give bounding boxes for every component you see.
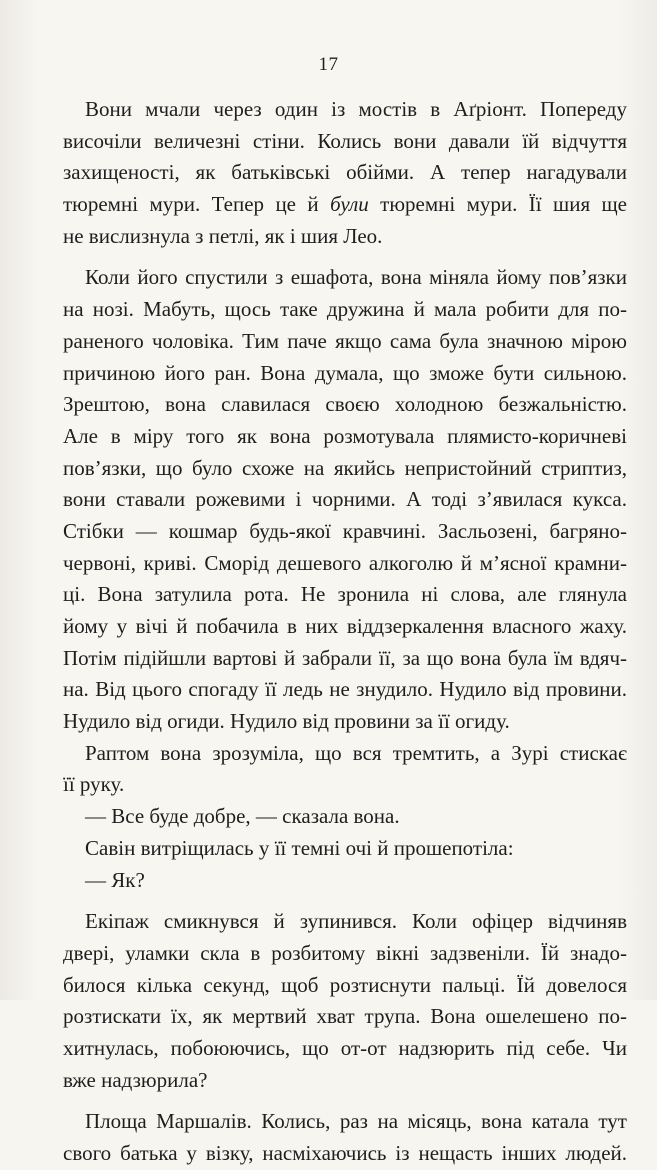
text-line (63, 389, 627, 421)
line-text: йому у вічі й побачила в них віддзеркалення власного жаху. (63, 614, 627, 638)
text-line (63, 189, 627, 221)
line-text: свого батька у візку, насміхаючись із нещасть інших людей. (63, 1141, 627, 1165)
line-text: Стібки — кошмар будь-якої кравчині. Засльозені, багряно- (63, 518, 627, 543)
line-text: Але в міру того як вона розмотувала плямисто-коричневі (63, 423, 627, 448)
text-line (63, 579, 627, 611)
line-text: її руку. (63, 772, 125, 797)
text-line (63, 769, 627, 801)
line-text: — Як? (85, 867, 145, 892)
line-text-after: тюремні мури. Її шия ще (368, 192, 628, 217)
body-text (63, 94, 627, 1170)
line-text: Екіпаж смикнувся й зупинився. Коли офіцер відчиняв (85, 909, 627, 934)
line-text: Площа Маршалів. Колись, раз на місяць, вона катала тут (85, 1109, 627, 1134)
text-line (63, 326, 627, 358)
text-line (63, 294, 627, 326)
line-text: Раптом вона зрозуміла, що вся тремтить, а Зурі стискає (85, 740, 627, 765)
text-line (63, 833, 627, 865)
line-text: билося кілька секунд, щоб розтиснути пальці. Їй довелося (63, 972, 627, 997)
line-text: — Все буде добре, — сказала вона. (85, 804, 400, 829)
text-line (63, 421, 627, 453)
text-line (63, 906, 627, 938)
line-text: Зрештою, вона славилася своєю холодною безжальністю. (63, 392, 627, 417)
text-line (63, 801, 627, 833)
text-line (63, 262, 627, 294)
line-text: Вони мчали через один із мостів в Аґріонт. Попереду (85, 97, 627, 121)
text-line (63, 643, 627, 675)
text-line (63, 674, 627, 706)
line-text: захищеності, як батьківські обійми. А тепер нагадували (63, 160, 627, 185)
text-line (63, 738, 627, 770)
line-text: на. Від цього спогаду її ледь не знудило. Нудило від провини. (63, 677, 627, 702)
text-line (63, 484, 627, 516)
text-line (63, 1106, 627, 1138)
line-text: Коли його спустили з ешафота, вона міняла йому пов’язки (85, 265, 627, 290)
line-text: хитнулась, побоюючись, що от-от надзюрить під себе. Чи (63, 1035, 627, 1060)
line-text: ці. Вона затулила рота. Не зронила ні слова, але глянула (63, 582, 627, 607)
line-italic-text: були (330, 192, 369, 217)
line-text: вони ставали рожевими і чорними. А тоді з’явилася кукса. (63, 487, 627, 512)
text-line (63, 611, 627, 643)
text-line (63, 358, 627, 390)
page-number: 17 (318, 54, 339, 75)
line-text: Нудило від огиди. Нудило від провини за її огиду. (63, 709, 510, 734)
text-line (63, 970, 627, 1002)
line-text: вже надзюрила? (63, 1067, 208, 1092)
text-line (63, 453, 627, 485)
text-line (63, 706, 627, 738)
line-text: раненого чоловіка. Тим паче якщо сама була значною мірою (63, 328, 627, 353)
text-line (63, 221, 627, 253)
line-text: Потім підійшли вартові й забрали її, за що вона була їм вдяч- (63, 645, 627, 670)
text-line (63, 548, 627, 580)
line-text: пов’язки, що було схоже на якийсь непристойний стриптиз, (63, 455, 627, 480)
text-line (63, 126, 627, 158)
text-line (63, 1033, 627, 1065)
line-text: не вислизнула з петлі, як і шия Лео. (63, 223, 383, 248)
text-line (63, 865, 627, 897)
text-line (63, 157, 627, 189)
text-line (63, 516, 627, 548)
text-line (63, 938, 627, 970)
line-text: розтискати їх, як мертвий хват трупа. Вона ошелешено по- (63, 1004, 627, 1029)
line-text: причиною його ран. Вона думала, що зможе бути сильною. (63, 360, 627, 385)
line-text: на нозі. Мабуть, щось таке дружина й мала робити для по- (63, 297, 627, 322)
line-text: тюремні мури. Тепер це й (63, 192, 331, 217)
line-text: червоні, криві. Сморід дешевого алкоголю й м’ясної крамни- (63, 550, 627, 575)
text-line (63, 1001, 627, 1033)
line-text: двері, уламки скла в розбитому вікні задзвеніли. Їй знадо- (63, 940, 627, 965)
line-text: Савін витріщилась у її темні очі й прошепотіла: (85, 835, 514, 860)
text-line (63, 1138, 627, 1170)
text-line (63, 1065, 627, 1097)
text-line (63, 94, 627, 126)
line-text: височіли величезні стіни. Колись вони давали їй відчуття (63, 128, 627, 153)
